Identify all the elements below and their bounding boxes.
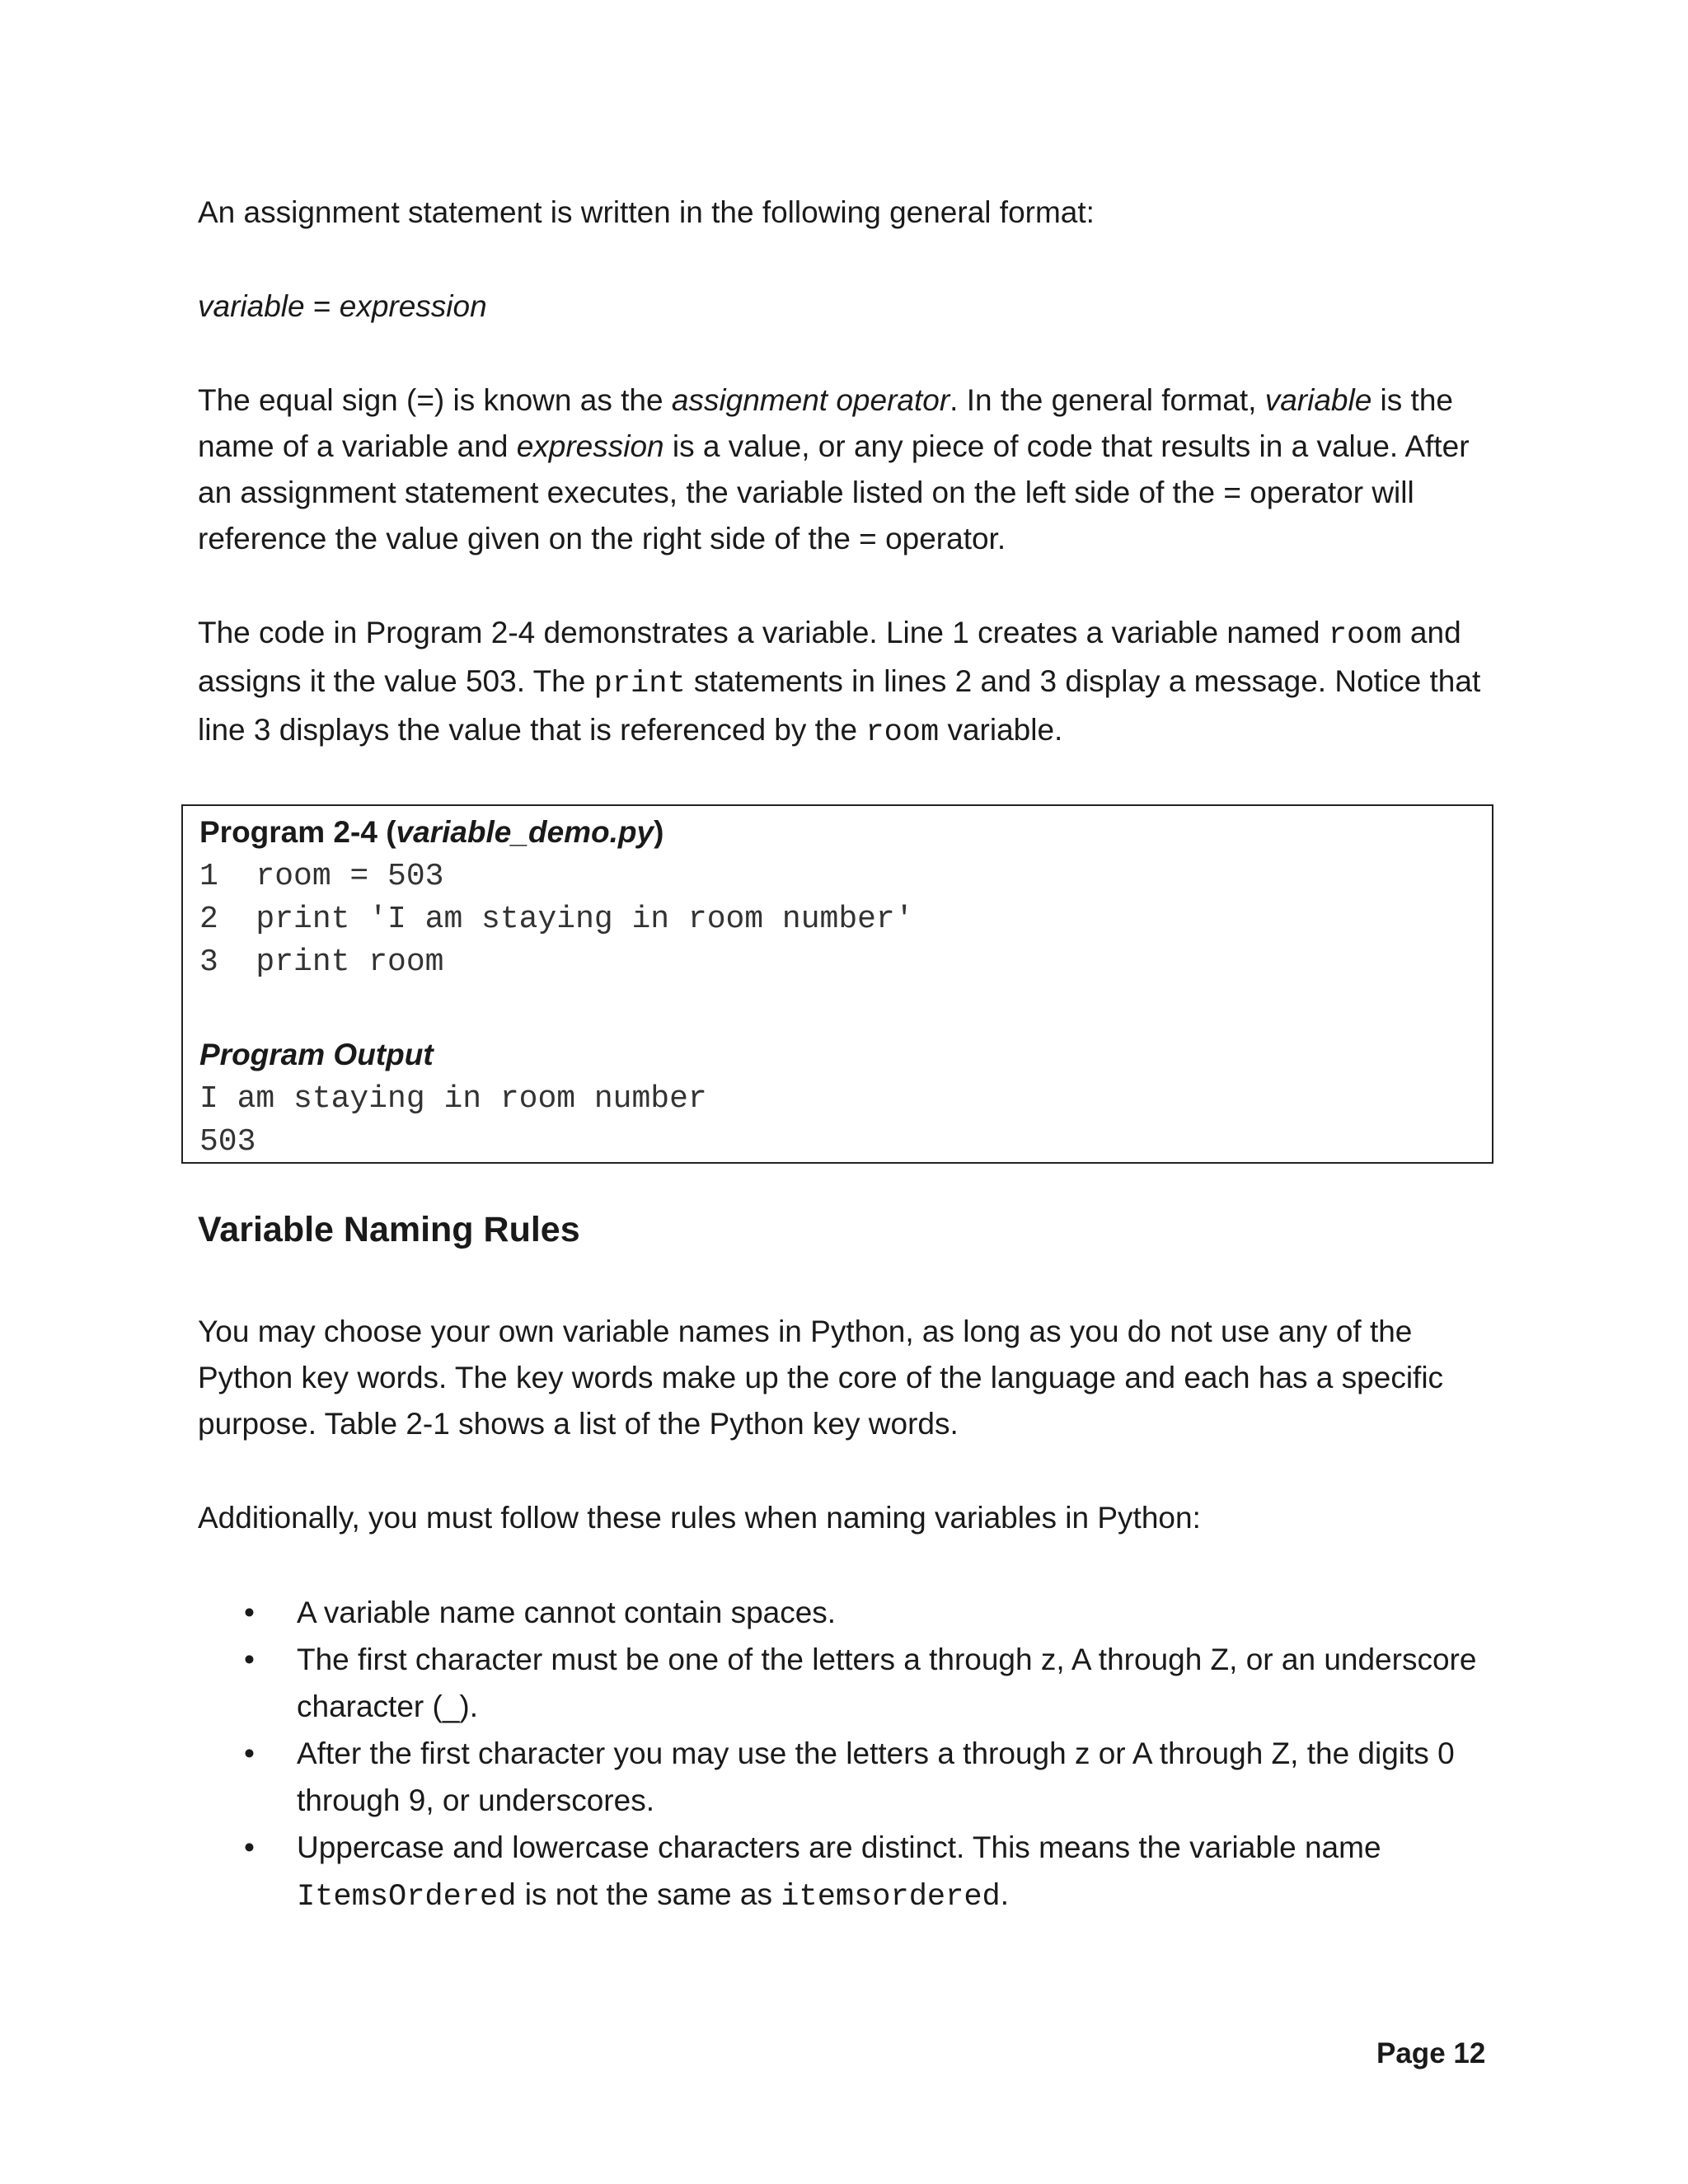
spacer bbox=[199, 984, 1484, 1032]
general-format bbox=[198, 284, 1500, 330]
list-item-text: After the first character you may use the letters a through z or A through Z, the digits 0 through 9, or underscores. bbox=[297, 1736, 1455, 1817]
text-run: The code in Program 2-4 demonstrates a variable. Line 1 creates a variable named bbox=[198, 616, 1329, 649]
list-item bbox=[198, 1589, 1500, 1636]
text-run: is a value, or any piece of code that results in a value. After an assignment statement executes, the variable listed on the left side of the = operator will reference the value given on the right side of the = operator. bbox=[198, 429, 1470, 555]
code-room: room bbox=[1328, 618, 1402, 653]
output-line-2: 503 bbox=[199, 1124, 256, 1160]
output-line-1: I am staying in room number bbox=[199, 1081, 707, 1117]
naming-rules-section bbox=[198, 1309, 1500, 1921]
code-itemsordered-upper: ItemsOrdered bbox=[297, 1880, 517, 1915]
page-content bbox=[198, 190, 1500, 804]
format-equals: = bbox=[304, 289, 340, 323]
list-item-text: . bbox=[1000, 1877, 1010, 1911]
list-item-text: A variable name cannot contain spaces. bbox=[297, 1596, 837, 1629]
program-title-suffix: ) bbox=[654, 815, 664, 849]
rules-intro-paragraph: Additionally, you must follow these rules when naming variables in Python: bbox=[198, 1501, 1201, 1535]
list-item-text: Uppercase and lowercase characters are distinct. This means the variable name bbox=[297, 1830, 1381, 1864]
term-expression: expression bbox=[516, 429, 664, 463]
keywords-paragraph: You may choose your own variable names in Python, as long as you do not use any of the Python key words. The key words make up the core of the language and each has a specific purpose. Table 2-1 shows a list of the Python key words. bbox=[198, 1315, 1444, 1441]
code-line-3: 3 print room bbox=[199, 944, 444, 980]
output-label-text: Program Output bbox=[199, 1038, 434, 1071]
page-number: Page 12 bbox=[1376, 2037, 1486, 2069]
list-item bbox=[198, 1636, 1500, 1730]
list-item-text: The first character must be one of the letters a through z, A through Z, or an underscore character (_). bbox=[297, 1643, 1477, 1723]
bullet-icon: • bbox=[244, 1736, 255, 1770]
term-assignment-operator: assignment operator bbox=[671, 383, 950, 417]
text-run: . In the general format, bbox=[950, 383, 1265, 417]
text-run: statements in lines 2 and 3 display a message. Notice that line 3 displays the value that is referenced by the bbox=[198, 664, 1481, 747]
bullet-icon: • bbox=[244, 1830, 255, 1864]
section-heading: Variable Naming Rules bbox=[198, 1210, 580, 1249]
list-item bbox=[198, 1824, 1500, 1921]
list-item-text: is not the same as bbox=[516, 1877, 781, 1911]
code-itemsordered-lower: itemsordered bbox=[781, 1880, 1001, 1915]
text-run: and assigns it the value 503. The bbox=[198, 616, 1461, 698]
bullet-icon: • bbox=[244, 1596, 255, 1629]
format-expression: expression bbox=[339, 289, 487, 323]
rules-list bbox=[198, 1589, 1500, 1921]
code-room: room bbox=[865, 715, 940, 750]
term-variable: variable bbox=[1264, 383, 1372, 417]
text-run: is the name of a variable and bbox=[198, 383, 1453, 463]
assignment-operator-paragraph bbox=[198, 377, 1500, 562]
intro-paragraph: An assignment statement is written in the following general format: bbox=[198, 195, 1095, 229]
bullet-icon: • bbox=[244, 1643, 255, 1676]
program-filename: variable_demo.py bbox=[396, 815, 654, 849]
text-run: The equal sign (=) is known as the bbox=[198, 383, 672, 417]
text-run: variable. bbox=[939, 713, 1063, 747]
program-title bbox=[199, 809, 1484, 855]
program-output-label bbox=[199, 1032, 1484, 1078]
program-title-prefix: Program 2-4 ( bbox=[199, 815, 396, 849]
code-line-2: 2 print 'I am staying in room number' bbox=[199, 902, 914, 937]
format-variable: variable bbox=[198, 289, 305, 323]
list-item bbox=[198, 1730, 1500, 1824]
code-line-1: 1 room = 503 bbox=[199, 859, 444, 894]
code-print: print bbox=[593, 667, 686, 701]
program-description-paragraph bbox=[198, 610, 1500, 756]
program-listing-box bbox=[181, 804, 1493, 1164]
